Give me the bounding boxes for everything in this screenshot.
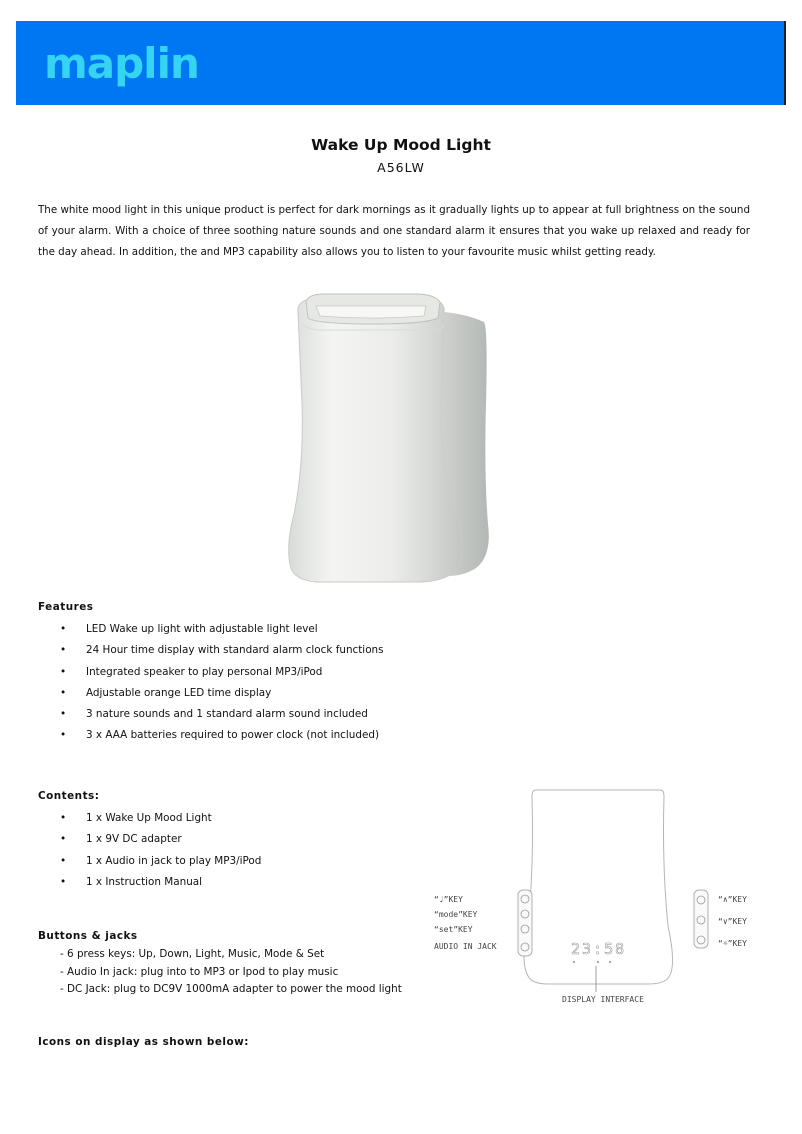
icons-heading: Icons on display as shown below:: [38, 1036, 249, 1048]
list-item: - Audio In jack: plug into to MP3 or Ipod to play music: [60, 965, 339, 978]
list-item: • 1 x Wake Up Mood Light: [60, 808, 261, 829]
mood-light-product-image: [276, 284, 506, 588]
contents-list: [60, 808, 261, 893]
list-item: • 1 x Audio in jack to play MP3/iPod: [60, 851, 261, 872]
list-item: • Integrated speaker to play personal MP3/iPod: [60, 662, 384, 683]
header-banner: [16, 21, 786, 105]
list-item: • 1 x Instruction Manual: [60, 872, 261, 893]
diagram-mode-key-label: “mode”KEY: [434, 910, 478, 919]
list-item: • 1 x 9V DC adapter: [60, 829, 261, 850]
features-list: [60, 619, 384, 747]
display-interface-diagram: [428, 786, 764, 1016]
list-item: • LED Wake up light with adjustable light level: [60, 619, 384, 640]
features-heading: Features: [38, 601, 94, 613]
list-item: - 6 press keys: Up, Down, Light, Music, Mode & Set: [60, 948, 325, 960]
list-item: • Adjustable orange LED time display: [60, 683, 384, 704]
maplin-logo: maplin: [44, 39, 199, 88]
buttons-heading: Buttons & jacks: [38, 930, 138, 942]
list-item: - DC Jack: plug to DC9V 1000mA adapter to power the mood light: [60, 983, 402, 996]
product-code: A56LW: [377, 160, 425, 175]
diagram-time-display: 23:58: [571, 940, 627, 958]
list-item: • 24 Hour time display with standard alarm clock functions: [60, 640, 384, 661]
diagram-right-key-panel: [694, 890, 708, 948]
diagram-music-key-label: “♩”KEY: [434, 895, 463, 904]
diagram-caption: DISPLAY INTERFACE: [562, 995, 644, 1004]
diagram-down-key-label: “∨”KEY: [718, 917, 747, 926]
diagram-set-key-label: “set”KEY: [434, 925, 473, 934]
contents-heading: Contents:: [38, 790, 100, 802]
diagram-up-key-label: “∧”KEY: [718, 895, 747, 904]
product-title: Wake Up Mood Light: [311, 136, 491, 154]
diagram-left-key-panel: [518, 890, 532, 956]
diagram-audio-jack-label: AUDIO IN JACK: [434, 942, 497, 951]
buttons-list: [60, 946, 402, 999]
list-item: • 3 x AAA batteries required to power clock (not included): [60, 725, 384, 746]
list-item: • 3 nature sounds and 1 standard alarm sound included: [60, 704, 384, 725]
product-description: The white mood light in this unique product is perfect for dark mornings as it gradually lights up to appear at full brightness on the sound of your alarm. With a choice of three soothing nature sounds and one standard alarm it ensures that you wake up relaxed and ready for the day ahead. In addition, the and MP3 capability also allows you to listen to your favourite music whilst getting ready.: [38, 204, 750, 258]
diagram-light-key-label: “☼”KEY: [718, 939, 747, 948]
